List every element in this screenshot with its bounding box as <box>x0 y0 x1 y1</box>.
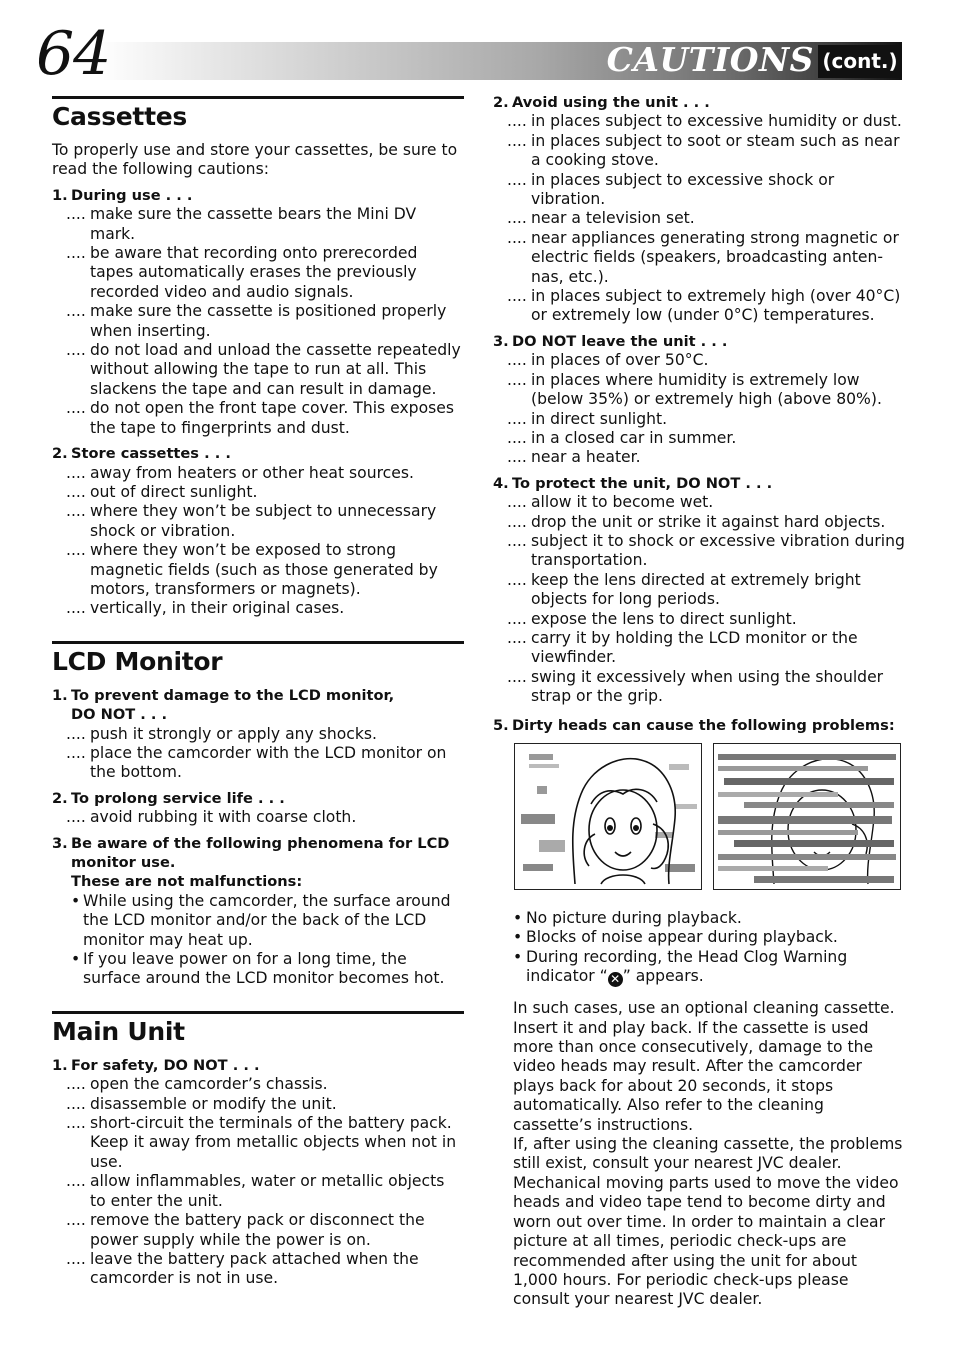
main-unit-item3-heading: 3. DO NOT leave the unit . . . <box>493 332 728 350</box>
list-item: .... short-circuit the terminals of the battery pack. Keep it away from metallic objects when not in use. <box>66 1114 457 1171</box>
lcd-item1-heading-cont: DO NOT . . . <box>71 706 168 724</box>
list-item: .... where they won’t be subject to unnecessary shock or vibration. <box>66 502 437 540</box>
list-item: .... allow it to become wet. <box>507 493 714 512</box>
list-item: .... do not open the front tape cover. This exposes the tape to fingerprints and dust. <box>66 399 454 437</box>
cassettes-item2-heading: 2. Store cassettes . . . <box>52 445 231 463</box>
list-item: .... carry it by holding the LCD monitor or the viewfinder. <box>507 628 858 667</box>
head-clog-warning-icon: ✕ <box>608 972 623 987</box>
cleaning-paragraph: In such cases, use an optional cleaning cassette. Insert it and play back. If the cassette is used more than once consecutively, damage to the video heads may result. After the camcorder plays back for about 20 seconds, it stops automatically. Also refer to the cleaning cassette’s instructions. <box>513 999 895 1134</box>
lcd-item2-heading: 2. To prolong service life . . . <box>52 789 285 807</box>
list-item: .... be aware that recording onto prerecorded tapes automatically erases the previously recorded video and audio signals. <box>66 244 418 301</box>
main-unit-item4-heading: 4. To protect the unit, DO NOT . . . <box>493 474 773 492</box>
section-title-lcd-monitor: LCD Monitor <box>52 646 223 676</box>
list-item: • If you leave power on for a long time, the surface around the LCD monitor becomes hot. <box>71 950 445 988</box>
lcd-item3-subheading: These are not malfunctions: <box>71 873 303 891</box>
list-item: .... open the camcorder’s chassis. <box>66 1075 328 1094</box>
list-item: • Blocks of noise appear during playback. <box>513 928 838 947</box>
list-item: • No picture during playback. <box>513 909 742 927</box>
list-item: .... vertically, in their original cases. <box>66 599 345 618</box>
list-item: .... in places subject to excessive shock or vibration. <box>507 170 835 209</box>
section-title-cassettes: Cassettes <box>52 102 187 131</box>
page-title: CAUTIONS <box>606 40 814 79</box>
list-item: .... where they won’t be exposed to strong magnetic fields (such as those generated by motors, transformers or magnets). <box>66 541 438 598</box>
list-item: .... near a heater. <box>507 448 641 467</box>
section-title-main-unit: Main Unit <box>52 1016 185 1046</box>
list-item: • During recording, the Head Clog Warning indicator “ ✕ ” appears. <box>513 947 848 987</box>
list-item: .... near a television set. <box>507 209 695 228</box>
left-column <box>52 96 464 1289</box>
list-item: .... place the camcorder with the LCD monitor on the bottom. <box>66 743 447 782</box>
list-item: .... make sure the cassette is positioned properly when inserting. <box>66 302 447 340</box>
list-item: • While using the camcorder, the surface around the LCD monitor and/or the back of the LCD monitor may heat up. <box>71 891 451 949</box>
list-item: .... in places of over 50°C. <box>507 351 709 370</box>
list-item: .... in places subject to soot or steam such as near a cooking stove. <box>507 131 900 170</box>
lcd-item1-heading: 1. To prevent damage to the LCD monitor, <box>52 686 395 704</box>
list-item: .... do not load and unload the cassette repeatedly without allowing the tape to run at all. This slackens the tape and can result in damage. <box>66 341 461 398</box>
cassettes-item1-heading: 1. During use . . . <box>52 186 193 204</box>
list-item: .... keep the lens directed at extremely bright objects for long periods. <box>507 570 861 609</box>
list-item: .... away from heaters or other heat sources. <box>66 463 414 482</box>
list-item: .... swing it excessively when using the shoulder strap or the grip. <box>507 667 884 706</box>
list-item: .... make sure the cassette bears the Mini DV mark. <box>66 205 417 243</box>
lcd-item3-heading-cont: monitor use. <box>71 854 176 871</box>
list-item: .... avoid rubbing it with coarse cloth. <box>66 808 357 827</box>
list-item: .... in places subject to extremely high (over 40°C) or extremely low (under 0°C) temperatures. <box>507 287 901 325</box>
list-item: .... in direct sunlight. <box>507 409 668 428</box>
face-with-noise-image <box>515 744 701 889</box>
list-item: .... out of direct sunlight. <box>66 482 258 501</box>
noise-illustration-heavy <box>713 743 901 890</box>
cassettes-intro: To properly use and store your cassettes, be sure to read the following cautions: <box>52 141 458 179</box>
list-item: .... in places subject to excessive humidity or dust. <box>507 112 902 131</box>
main-unit-item2-heading: 2. Avoid using the unit . . . <box>493 94 710 111</box>
list-item: .... in a closed car in summer. <box>507 428 737 447</box>
list-item: .... push it strongly or apply any shocks. <box>66 724 377 743</box>
list-item: .... subject it to shock or excessive vibration during transportation. <box>507 531 905 570</box>
main-unit-item5-heading: 5. Dirty heads can cause the following problems: <box>493 716 895 734</box>
list-item: .... in places where humidity is extremely low (below 35%) or extremely high (above 80%). <box>507 370 882 409</box>
list-item: .... leave the battery pack attached when the camcorder is not in use. <box>66 1249 419 1288</box>
right-column <box>493 93 905 1310</box>
noise-illustration-mild <box>514 743 702 890</box>
list-item: .... allow inflammables, water or metallic objects to enter the unit. <box>66 1172 445 1210</box>
list-item: .... remove the battery pack or disconnect the power supply while the power is on. <box>66 1211 425 1249</box>
lcd-item3-heading: 3. Be aware of the following phenomena for LCD <box>52 834 450 852</box>
page-title-suffix: (cont.) <box>818 45 902 78</box>
face-with-heavy-noise-image <box>714 744 900 889</box>
main-unit-item1-heading: 1. For safety, DO NOT . . . <box>52 1056 260 1074</box>
list-item: .... near appliances generating strong magnetic or electric fields (speakers, broadcasting anten-nas, etc.). <box>507 228 899 286</box>
page-number: 64 <box>36 19 111 89</box>
list-item: .... expose the lens to direct sunlight. <box>507 609 797 628</box>
list-item: .... drop the unit or strike it against hard objects. <box>507 512 886 531</box>
checkup-paragraph: If, after using the cleaning cassette, the problems still exist, consult your nearest JVC dealer. Mechanical moving parts used to move the video heads and video tape tend to become dirty and worn out over time. In order to maintain a clear picture at all times, periodic check-ups are recommended after using the unit for about 1,000 hours. For periodic check-ups please consult your nearest JVC dealer. <box>513 1135 903 1309</box>
list-item: .... disassemble or modify the unit. <box>66 1094 337 1113</box>
